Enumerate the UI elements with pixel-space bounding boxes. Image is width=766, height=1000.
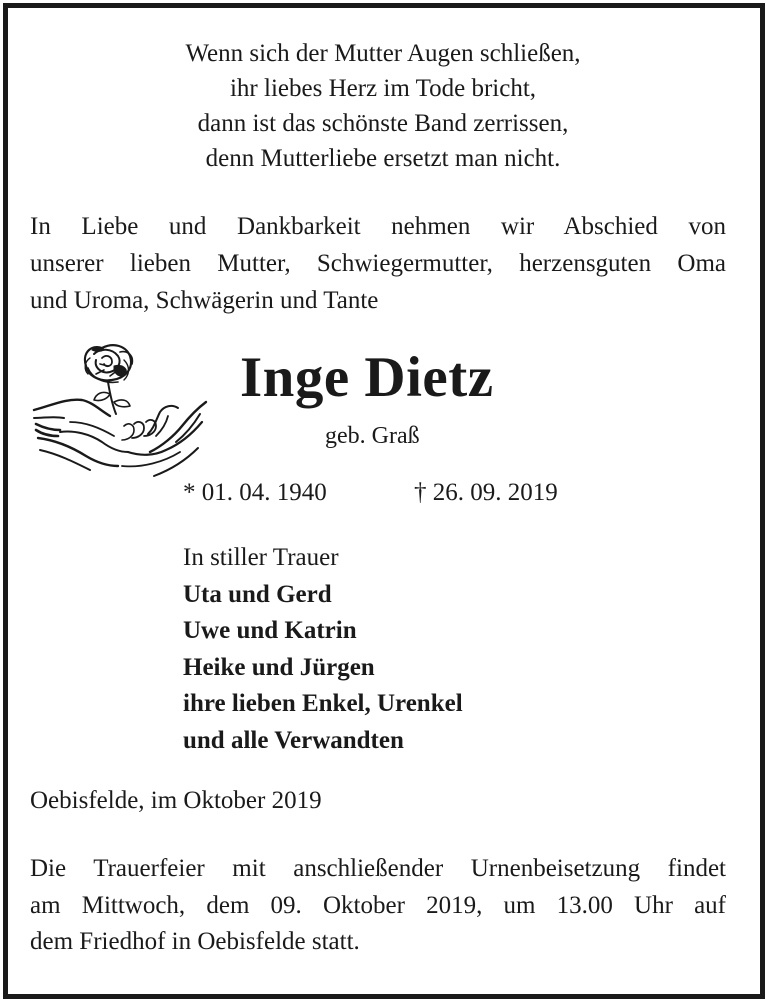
mourners-block — [183, 540, 463, 759]
service-line: am Mittwoch, dem 09. Oktober 2019, um 13.00 Uhr auf — [30, 891, 726, 919]
intro-line: In Liebe und Dankbarkeit nehmen wir Abschied von — [30, 213, 726, 240]
poem — [0, 36, 766, 176]
mourner-name: Uwe und Katrin — [183, 617, 357, 644]
maiden-name: geb. Graß — [325, 423, 420, 449]
mourning-lead: In stiller Trauer — [183, 544, 339, 571]
birth-date: * 01. 04. 1940 — [183, 479, 327, 506]
poem-line: Wenn sich der Mutter Augen schließen, — [185, 40, 581, 67]
poem-line: denn Mutterliebe ersetzt man nicht. — [205, 145, 561, 172]
service-line: dem Friedhof in Oebisfelde statt. — [30, 928, 360, 955]
mourner-name: Heike und Jürgen — [183, 653, 375, 681]
rose-in-hands-icon — [30, 338, 210, 480]
deceased-name: Inge Dietz — [240, 346, 494, 409]
service-details — [30, 851, 726, 961]
service-line: Die Trauerfeier mit anschließender Urnenbeisetzung findet — [30, 855, 726, 882]
place-and-date: Oebisfelde, im Oktober 2019 — [30, 787, 322, 814]
poem-line: ihr liebes Herz im Tode bricht, — [229, 75, 537, 102]
intro-line: und Uroma, Schwägerin und Tante — [30, 287, 379, 314]
intro-text — [30, 208, 726, 319]
intro-line: unserer lieben Mutter, Schwiegermutter, herzensguten Oma — [30, 250, 726, 277]
mourner-name: und alle Verwandten — [183, 726, 404, 754]
poem-line: dann ist das schönste Band zerrissen, — [197, 110, 569, 137]
death-date: † 26. 09. 2019 — [414, 479, 558, 506]
mourner-name: Uta und Gerd — [183, 580, 332, 608]
mourner-name: ihre lieben Enkel, Urenkel — [183, 690, 463, 717]
